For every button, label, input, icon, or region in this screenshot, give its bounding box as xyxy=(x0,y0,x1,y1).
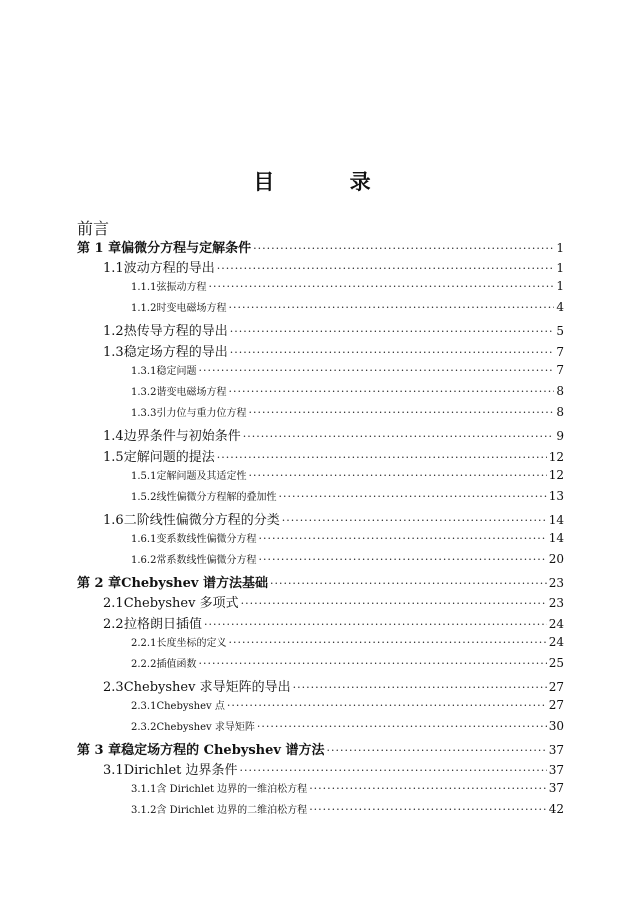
toc-entry-subsection xyxy=(77,383,564,404)
toc-entry-section xyxy=(77,446,564,467)
leader-dots xyxy=(198,364,554,377)
toc-page-number: 30 xyxy=(548,719,564,733)
leader-dots xyxy=(243,430,555,443)
toc-text: 引力位与重力位方程 xyxy=(156,408,247,419)
toc-page-number: 13 xyxy=(548,489,564,503)
toc-page-number: 12 xyxy=(548,468,564,482)
toc-page-number: 20 xyxy=(548,552,564,566)
toc-entry-subsection xyxy=(77,801,564,822)
toc-page-number: 7 xyxy=(556,345,564,359)
toc-number: 2.2.1 xyxy=(131,638,157,649)
leader-dots xyxy=(228,636,546,649)
leader-dots xyxy=(253,242,554,255)
leader-dots xyxy=(309,782,547,795)
toc-text: 波动方程的导出 xyxy=(123,261,215,276)
toc-page-number: 23 xyxy=(548,596,564,610)
toc-number: 1.5.2 xyxy=(131,492,157,503)
toc-page-number: 1 xyxy=(556,261,564,275)
toc-entry-subsection xyxy=(77,278,564,299)
toc-entry-chapter xyxy=(77,739,564,759)
toc-entry-subsection xyxy=(77,404,564,425)
toc-page-number: 25 xyxy=(548,656,564,670)
toc-number: 2.3.2 xyxy=(131,722,157,733)
toc-entry-section xyxy=(77,509,564,530)
toc-text: Chebyshev 多项式 xyxy=(123,596,239,611)
toc-page-number: 14 xyxy=(548,531,564,545)
leader-dots xyxy=(230,325,555,338)
table-of-contents xyxy=(77,216,564,822)
toc-text: 稳定场方程的导出 xyxy=(123,345,228,360)
toc-page-number: 5 xyxy=(556,324,564,338)
leader-dots xyxy=(240,764,547,777)
toc-page-number: 24 xyxy=(548,617,564,631)
toc-number: 2.2.2 xyxy=(131,659,157,670)
toc-page-number: 1 xyxy=(556,279,564,293)
toc-text: 稳定问题 xyxy=(156,366,197,377)
toc-entry-subsection xyxy=(77,488,564,509)
toc-entry-section xyxy=(77,592,564,613)
toc-number: 3.1.1 xyxy=(131,784,157,795)
toc-entry-subsection xyxy=(77,718,564,739)
toc-text: 谐变电磁场方程 xyxy=(156,387,227,398)
toc-preface xyxy=(77,216,564,237)
leader-dots xyxy=(217,262,555,275)
toc-number: 3.1.2 xyxy=(131,805,157,816)
toc-entry-section xyxy=(77,613,564,634)
toc-text: 定解问题及其适定性 xyxy=(156,471,247,482)
toc-text: 边界条件与初始条件 xyxy=(123,429,241,444)
toc-page-number: 8 xyxy=(556,384,564,398)
leader-dots xyxy=(228,301,554,314)
toc-number: 第 3 章 xyxy=(77,743,122,758)
toc-entry-subsection xyxy=(77,634,564,655)
toc-text: 定解问题的提法 xyxy=(123,450,215,465)
toc-number: 1.5.1 xyxy=(131,471,157,482)
toc-number: 1.2 xyxy=(103,324,124,339)
toc-entry-chapter xyxy=(77,572,564,592)
toc-text: 弦振动方程 xyxy=(156,282,207,293)
toc-number: 1.1.2 xyxy=(131,303,157,314)
toc-entry-subsection xyxy=(77,697,564,718)
toc-text: 稳定场方程的 Chebyshev 谱方法 xyxy=(121,743,325,758)
toc-entry-subsection xyxy=(77,362,564,383)
leader-dots xyxy=(326,744,546,757)
toc-number: 2.3 xyxy=(103,680,124,695)
toc-number: 1.3.1 xyxy=(131,366,157,377)
toc-page-number: 8 xyxy=(556,405,564,419)
leader-dots xyxy=(217,451,547,464)
toc-page-number: 14 xyxy=(548,513,564,527)
leader-dots xyxy=(257,720,547,733)
toc-number: 1.3 xyxy=(103,345,124,360)
toc-number: 1.4 xyxy=(103,429,124,444)
toc-entry-section xyxy=(77,759,564,780)
toc-entry-subsection xyxy=(77,299,564,320)
toc-entry-subsection xyxy=(77,551,564,572)
leader-dots xyxy=(309,803,547,816)
toc-number: 第 1 章 xyxy=(77,241,122,256)
toc-page-number: 1 xyxy=(556,241,564,255)
toc-page-number: 27 xyxy=(548,698,564,712)
toc-page-number: 12 xyxy=(548,450,564,464)
toc-text: 线性偏微分方程解的叠加性 xyxy=(156,492,277,503)
toc-text: 含 Dirichlet 边界的二维泊松方程 xyxy=(156,805,308,816)
toc-text: 拉格朗日插值 xyxy=(123,617,202,632)
toc-text: 长度坐标的定义 xyxy=(156,638,227,649)
toc-text: 时变电磁场方程 xyxy=(156,303,227,314)
toc-page-number: 37 xyxy=(548,763,564,777)
toc-entry-section xyxy=(77,425,564,446)
toc-entry-subsection xyxy=(77,467,564,488)
toc-page-number: 23 xyxy=(548,576,564,590)
toc-number: 1.1.1 xyxy=(131,282,157,293)
leader-dots xyxy=(248,469,546,482)
toc-text: Chebyshev 求导矩阵的导出 xyxy=(123,680,291,695)
toc-page-number: 37 xyxy=(548,743,564,757)
toc-page-number: 37 xyxy=(548,781,564,795)
toc-entry-subsection xyxy=(77,780,564,801)
toc-page-number: 4 xyxy=(556,300,564,314)
toc-text: 含 Dirichlet 边界的一维泊松方程 xyxy=(156,784,308,795)
toc-text: 插值函数 xyxy=(156,659,197,670)
toc-number: 2.3.1 xyxy=(131,701,157,712)
toc-page-number: 9 xyxy=(556,429,564,443)
toc-text: Dirichlet 边界条件 xyxy=(123,763,238,778)
toc-preface-label: 前言 xyxy=(77,219,110,238)
toc-text: 二阶线性偏微分方程的分类 xyxy=(123,513,280,528)
leader-dots xyxy=(241,597,547,610)
leader-dots xyxy=(270,577,547,590)
toc-text: 变系数线性偏微分方程 xyxy=(156,534,257,545)
leader-dots xyxy=(258,532,546,545)
toc-entry-subsection xyxy=(77,655,564,676)
leader-dots xyxy=(228,385,554,398)
toc-entry-section xyxy=(77,676,564,697)
leader-dots xyxy=(282,514,547,527)
toc-number: 1.3.2 xyxy=(131,387,157,398)
leader-dots xyxy=(278,490,546,503)
leader-dots xyxy=(204,618,547,631)
toc-entry-section xyxy=(77,320,564,341)
toc-number: 1.3.3 xyxy=(131,408,157,419)
toc-text: 常系数线性偏微分方程 xyxy=(156,555,257,566)
leader-dots xyxy=(198,657,546,670)
leader-dots xyxy=(293,681,547,694)
leader-dots xyxy=(227,699,547,712)
leader-dots xyxy=(248,406,554,419)
toc-number: 2.1 xyxy=(103,596,124,611)
toc-number: 3.1 xyxy=(103,763,124,778)
toc-number: 第 2 章 xyxy=(77,576,122,591)
page-title: 目 录 xyxy=(253,169,405,194)
toc-page-number: 27 xyxy=(548,680,564,694)
toc-page-number: 7 xyxy=(556,363,564,377)
toc-number: 1.5 xyxy=(103,450,124,465)
toc-text: Chebyshev 求导矩阵 xyxy=(156,722,255,733)
toc-text: 热传导方程的导出 xyxy=(123,324,228,339)
toc-number: 2.2 xyxy=(103,617,124,632)
toc-number: 1.1 xyxy=(103,261,124,276)
toc-number: 1.6 xyxy=(103,513,124,528)
leader-dots xyxy=(258,553,546,566)
toc-number: 1.6.2 xyxy=(131,555,157,566)
leader-dots xyxy=(230,346,555,359)
toc-entry-section xyxy=(77,257,564,278)
toc-text: Chebyshev 点 xyxy=(156,701,225,712)
toc-entry-chapter xyxy=(77,237,564,257)
toc-number: 1.6.1 xyxy=(131,534,157,545)
toc-entry-subsection xyxy=(77,530,564,551)
leader-dots xyxy=(208,280,554,293)
toc-page-number: 42 xyxy=(548,802,564,816)
toc-entry-section xyxy=(77,341,564,362)
toc-text: Chebyshev 谱方法基础 xyxy=(121,576,268,591)
toc-text: 偏微分方程与定解条件 xyxy=(121,241,252,256)
toc-page-number: 24 xyxy=(548,635,564,649)
